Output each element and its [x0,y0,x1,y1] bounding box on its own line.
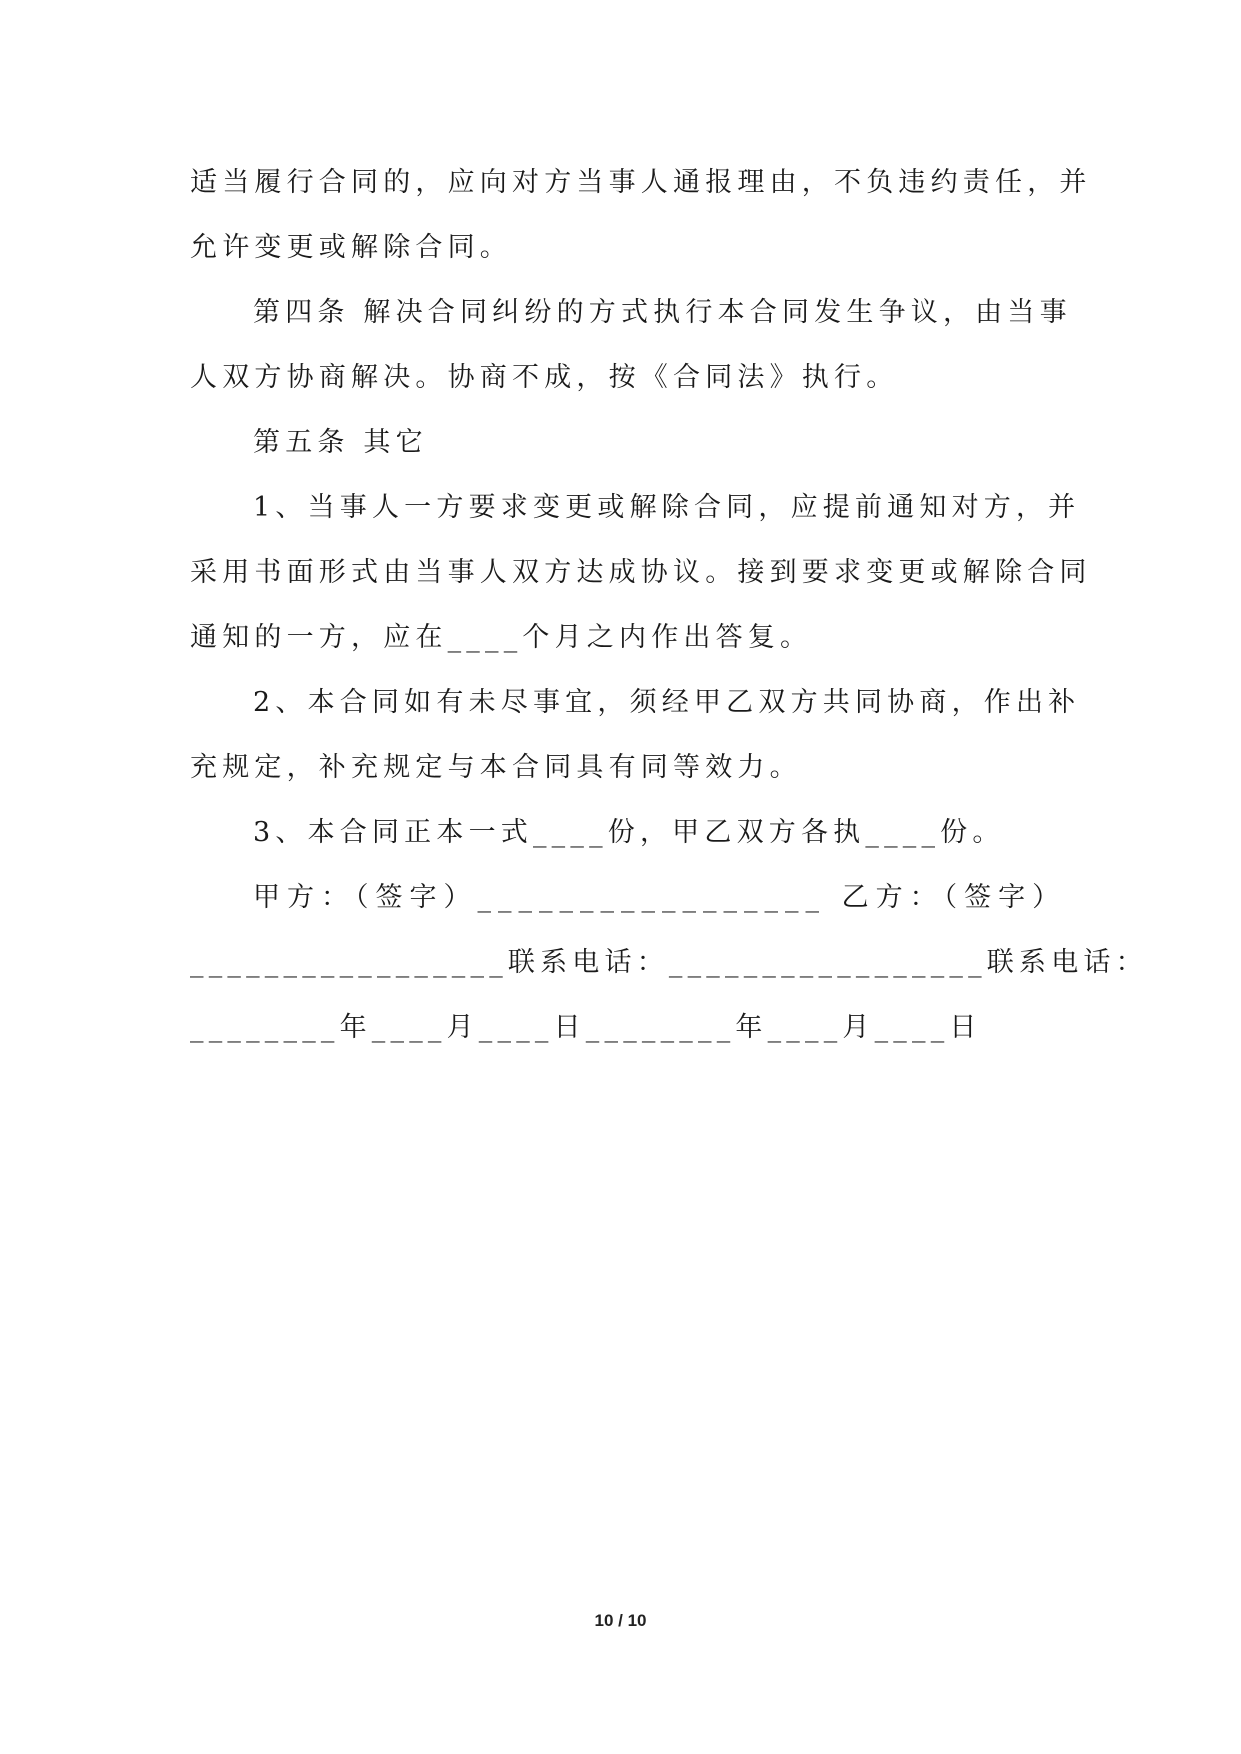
date-line: ________年____月____日________年____月____日 [190,1012,982,1043]
contact-phone-line: _________________联系电话：_________________联系电话： [190,947,1148,978]
paragraph-line: 人双方协商解决。协商不成，按《合同法》执行。 [190,362,899,393]
clause-2-line: 2、本合同如有未尽事宜，须经甲乙双方共同协商，作出补 [253,687,1081,718]
signature-parties-line: 甲方：（签字）_________________ 乙方：（签字） [253,882,1067,913]
clause-1-line: 1、当事人一方要求变更或解除合同，应提前通知对方，并 [253,492,1081,523]
article-4-line: 第四条 解决合同纠纷的方式执行本合同发生争议，由当事 [253,297,1072,328]
page-number: 10 / 10 [594,1611,647,1630]
document-body [190,150,1148,1060]
paragraph-line: 允许变更或解除合同。 [190,232,512,263]
paragraph-line: 通知的一方，应在____个月之内作出答复。 [190,622,813,653]
clause-3-line: 3、本合同正本一式____份，甲乙双方各执____份。 [253,817,1005,848]
paragraph-line: 适当履行合同的，应向对方当事人通报理由，不负违约责任，并 [190,167,1092,198]
paragraph-line: 采用书面形式由当事人双方达成协议。接到要求变更或解除合同 [190,557,1092,588]
paragraph-line: 充规定，补充规定与本合同具有同等效力。 [190,752,802,783]
article-5-heading: 第五条 其它 [253,427,428,458]
